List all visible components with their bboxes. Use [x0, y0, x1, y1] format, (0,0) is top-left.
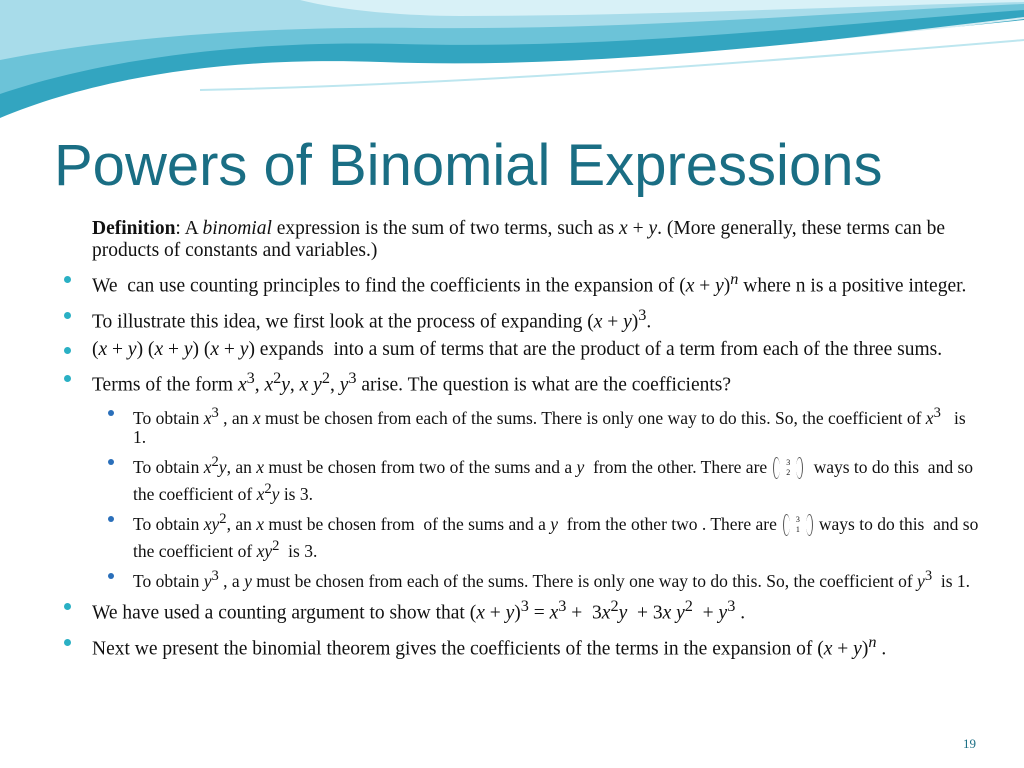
sub-bullet-x3: To obtain $x^3$ , an x must be chosen from each of the sums. There is only one way to do this. So, the coefficient of $x^3$ is 1. [60, 403, 980, 448]
bullet-icon [64, 639, 71, 646]
page-number: 19 [963, 736, 976, 751]
binomial-coefficient-3-choose-2: 3 2 [773, 457, 803, 479]
sub-bullet-y3: To obtain $y^3$ , a y must be chosen from each of the sums. There is only one way to do this. So, the coefficient of $y^3$ is 1. [60, 566, 980, 591]
sub-bullet-xy2: To obtain $xy^2$, an x must be chosen from of the sums and a y from the other two . There are 3 1 ways to do this and so the coefficient of $xy^2$ is 3. [60, 509, 980, 561]
binomial-coefficient-3-choose-1: 3 1 [783, 514, 813, 536]
slide-title: Powers of Binomial Expressions [54, 133, 883, 198]
bullet-illustrate: To illustrate this idea, we first look at the process of expanding $(x + y)^3$. [60, 304, 980, 334]
bullet-binomial-theorem: Next we present the binomial theorem gives the coefficients of the terms in the expansion of $(x + y)^n$ . [60, 631, 980, 661]
bullet-expands: (x + y) (x + y) (x + y) expands into a sum of terms that are the product of a term from each of the three sums. [60, 339, 980, 361]
sub-bullet-icon [108, 459, 114, 465]
bullet-icon [64, 276, 71, 283]
bullet-icon [64, 347, 71, 354]
bullet-icon [64, 603, 71, 610]
bullet-icon [64, 312, 71, 319]
sub-bullet-icon [108, 573, 114, 579]
header-wave-decoration [0, 0, 1024, 120]
sub-bullet-icon [108, 516, 114, 522]
sub-bullet-icon [108, 410, 114, 416]
sub-bullet-x2y: To obtain $x^2y$, an x must be chosen from two of the sums and a y from the other. There are 3 2 ways to do this and so the coefficient of $x^2y$ is 3. [60, 452, 980, 504]
definition-paragraph: Definition: A binomial expression is the sum of two terms, such as x + y. (More generally, these terms can be products of constants and variables.) [92, 218, 945, 261]
slide-body [60, 218, 980, 666]
bullet-terms-form: Terms of the form $x^3$, $x^2y$, x $y^2$, $y^3$ arise. The question is what are the coefficients? [60, 367, 980, 397]
bullet-counting-principles: We can use counting principles to find the coefficients in the expansion of $(x + y)^n$ where n is a positive integer. [60, 268, 980, 298]
bullet-counting-argument: We have used a counting argument to show that $(x + y)^3 = x^3 + 3x^2y + 3x$ $y^2 + y^3$ . [60, 595, 980, 625]
bullet-icon [64, 375, 71, 382]
